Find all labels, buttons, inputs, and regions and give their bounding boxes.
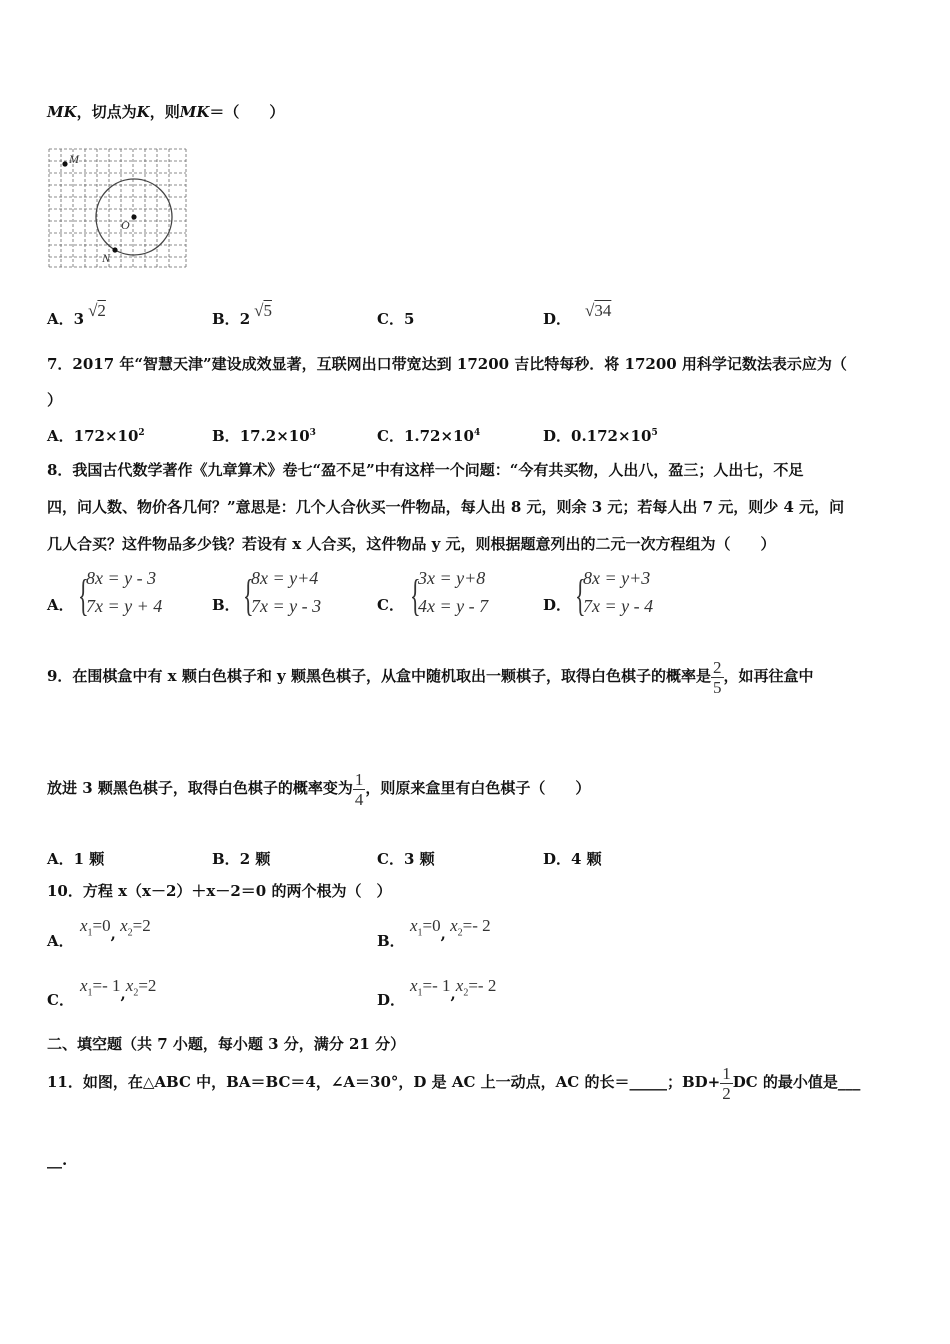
label-n: N xyxy=(102,251,111,265)
q10-option-a-roots[interactable]: $x_1=0$, $x_2=2$ xyxy=(80,916,151,943)
q8-option-c-system[interactable]: { 3x = y+8 4x = y - 7 xyxy=(410,568,489,620)
equation: 7x = y - 3 xyxy=(251,596,322,616)
section-heading: 二、填空题（共 7 小题，每小题 3 分，满分 21 分） xyxy=(47,1035,406,1053)
q7-option-d[interactable]: D．$0.172\times 10^5$ xyxy=(543,427,658,445)
fraction: $\frac{1}{4}$ xyxy=(354,769,364,809)
q9-stem-line2: 放进 3 颗黑色棋子，取得白色棋子的概率变为 $\frac{1}{4}$ ，则原来盒里有白色棋子（ ） xyxy=(47,769,591,809)
label-o: O xyxy=(121,218,130,232)
q8-stem-line2: 四，问人数、物价各几何？”意思是：几个人合伙买一件物品，每人出 8 元，则余 3 元；若每人出 7 元，则少 4 元，问 xyxy=(47,498,845,516)
q10-option-d-label[interactable]: D． xyxy=(377,991,406,1009)
q7-stem-line1: 7．2017 年“智慧天津”建设成效显著，互联网出口带宽达到 17200 吉比特每秒．将 17200 用科学记数法表示应为（ xyxy=(47,355,847,373)
q9-stem-line1: 9．在围棋盒中有 x 颗白色棋子和 y 颗黑色棋子，从盒中随机取出一颗棋子，取得白色棋子的概率是 $\frac{2}{5}$ ，如再往盒中 xyxy=(47,657,814,697)
q8-option-b-label[interactable]: B． xyxy=(212,596,240,614)
point-n xyxy=(112,247,117,252)
q8-option-a-system[interactable]: { 8x = y - 3 7x = y + 4 xyxy=(78,568,163,620)
q8-option-a-label[interactable]: A． xyxy=(47,596,74,614)
fraction: $\frac{1}{2}$ xyxy=(722,1063,731,1103)
q10-option-d-roots[interactable]: $x_1=-$ $1,x_2=-$ 2 xyxy=(410,976,497,1003)
point-m xyxy=(62,161,67,166)
q8-option-b-system[interactable]: { 8x = y+4 7x = y - 3 xyxy=(243,568,322,620)
q10-option-b-label[interactable]: B． xyxy=(377,932,405,950)
q6-option-b[interactable]: B．2 √5 xyxy=(212,301,272,328)
q11-stem-line2: __. xyxy=(47,1151,68,1169)
q7-option-b[interactable]: B．$17.2\times 10^3$ xyxy=(212,427,316,445)
equation: 8x = y - 3 xyxy=(86,568,157,588)
q10-option-a-label[interactable]: A． xyxy=(47,932,74,950)
q11-stem-line1: 11．如图，在△ABC 中，BA＝BC＝4，∠A＝30°，D 是 AC 上一动点，AC 的长＝_____；BD+ $\frac{1}{2}$ DC 的最小值是___ xyxy=(47,1063,861,1103)
equation: 4x = y - 7 xyxy=(418,596,489,616)
q6-stem: MK，切点为K，则MK＝（ ） xyxy=(47,103,285,121)
q9-option-c[interactable]: C．3 颗 xyxy=(377,850,435,868)
equation: 8x = y+3 xyxy=(583,568,651,588)
q6-option-a[interactable]: A．3 √2 xyxy=(47,301,106,328)
q8-stem-line1: 8．我国古代数学著作《九章算术》卷七“盈不足”中有这样一个问题：“今有共买物，人出八，盈三；人出七，不足 xyxy=(47,461,804,479)
fraction: $\frac{2}{5}$ xyxy=(713,657,722,697)
q9-option-b[interactable]: B．2 颗 xyxy=(212,850,271,868)
q8-stem-line3: 几人合买？这件物品多少钱？若设有 x 人合买，这件物品 y 元，则根据题意列出的二元一次方程组为（ ） xyxy=(47,535,776,553)
label-m: M xyxy=(69,152,79,166)
point-o xyxy=(131,214,136,219)
q7-stem-line2: ） xyxy=(47,391,63,409)
q10-option-c-label[interactable]: C． xyxy=(47,991,74,1009)
q7-option-a[interactable]: A．$172\times 10^2$ xyxy=(47,427,145,445)
equation: 7x = y - 4 xyxy=(583,596,654,616)
q6-option-d[interactable]: D． √34 xyxy=(543,301,612,328)
q8-option-d-system[interactable]: { 8x = y+3 7x = y - 4 xyxy=(575,568,654,620)
q9-option-d[interactable]: D．4 颗 xyxy=(543,850,602,868)
q8-option-c-label[interactable]: C． xyxy=(377,596,404,614)
equation: 3x = y+8 xyxy=(418,568,486,588)
q6-grid-figure xyxy=(48,146,190,272)
q10-option-c-roots[interactable]: $x_1=-$ $1,x_2=2$ xyxy=(80,976,157,1003)
q9-option-a[interactable]: A．1 颗 xyxy=(47,850,105,868)
q7-option-c[interactable]: C．$1.72\times 10^4$ xyxy=(377,427,481,445)
q10-stem: 10．方程 x（x－2）＋x－2＝0 的两个根为（ ） xyxy=(47,882,392,900)
q10-option-b-roots[interactable]: $x_1=0$, $x_2=-$ 2 xyxy=(410,916,491,943)
equation: 8x = y+4 xyxy=(251,568,319,588)
q6-option-c[interactable]: C．5 xyxy=(377,310,415,328)
q8-option-d-label[interactable]: D． xyxy=(543,596,572,614)
equation: 7x = y + 4 xyxy=(86,596,163,616)
